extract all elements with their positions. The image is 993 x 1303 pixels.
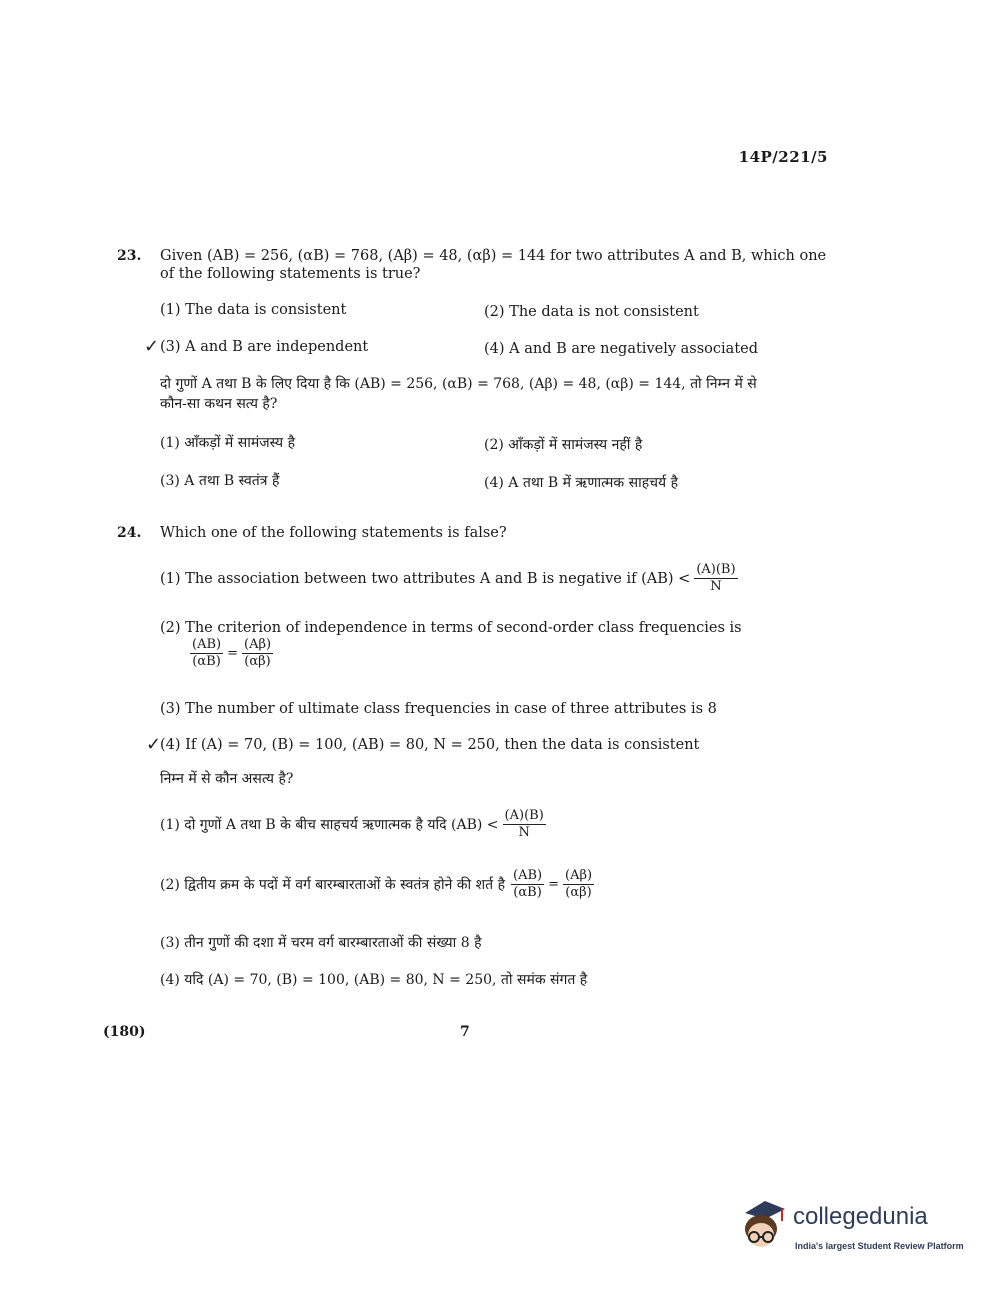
q24-option2-hi-row (160, 868, 594, 901)
q23-option4-hi: (4) A तथा B में ऋणात्मक साहचर्य है (484, 475, 679, 491)
fraction-2 (242, 637, 273, 670)
fraction-denominator: (αβ) (244, 654, 271, 669)
fraction-denominator: N (518, 825, 530, 840)
logo-tagline: India's largest Student Review Platform (795, 1241, 964, 1251)
q24-option3-hi: (3) तीन गुणों की दशा में चरम वर्ग बारम्बारताओं की संख्या 8 है (160, 935, 482, 951)
fraction-numerator: (Aβ) (244, 637, 272, 652)
fraction-2 (563, 868, 594, 901)
fraction-denominator: (αβ) (565, 885, 592, 900)
paper-code: 14P/221/5 (738, 148, 828, 166)
q24-stem-hi: निम्न में से कौन असत्य है? (160, 771, 294, 787)
fraction-1 (511, 868, 544, 901)
fraction-denominator: N (710, 579, 722, 594)
q23-option1-hi: (1) आँकड़ों में सामंजस्य है (160, 435, 296, 451)
fraction-numerator: (AB) (192, 637, 222, 652)
q24-option1-fraction (694, 562, 737, 595)
q23-stem-hi-line1: दो गुणों A तथा B के लिए दिया है कि (AB) = 256, (αB) = 768, (Aβ) = 48, (αβ) = 144, तो निम्न में से (160, 376, 757, 392)
q24-option2-en: (2) The criterion of independence in terms of second-order class frequencies is (160, 620, 742, 636)
q24-option1-hi: (1) दो गुणों A तथा B के बीच साहचर्य ऋणात्मक है यदि (AB) < (160, 817, 499, 833)
logo-wordmark: collegedunia (793, 1203, 928, 1230)
footer-code: (180) (103, 1024, 146, 1040)
question-23-number: 23. (117, 248, 142, 264)
q23-stem-en-line2: of the following statements is true? (160, 266, 421, 282)
fraction-numerator: (AB) (513, 868, 543, 883)
equals-sign: = (227, 646, 238, 661)
q24-option2-hi: (2) द्वितीय क्रम के पदों में वर्ग बारम्बारताओं के स्वतंत्र होने की शर्त है (160, 877, 505, 893)
fraction-numerator: (Aβ) (565, 868, 593, 883)
q23-option3-en: (3) A and B are independent (160, 339, 369, 355)
collegedunia-logo (735, 1195, 965, 1265)
q24-option3-en: (3) The number of ultimate class frequencies in case of three attributes is 8 (160, 701, 717, 717)
q24-option4-en: (4) If (A) = 70, (B) = 100, (AB) = 80, N = 250, then the data is consistent (160, 737, 700, 753)
q23-option2-hi: (2) आँकड़ों में सामंजस्य नहीं है (484, 437, 643, 453)
answer-tick-mark: ✓ (146, 734, 162, 755)
q23-option3-hi: (3) A तथा B स्वतंत्र हैं (160, 473, 280, 489)
q23-option1-en: (1) The data is consistent (160, 302, 347, 318)
q24-option1-en-row (160, 562, 738, 595)
page-number: 7 (460, 1024, 470, 1040)
q23-stem-en-line1: Given (AB) = 256, (αB) = 768, (Aβ) = 48, (αβ) = 144 for two attributes A and B, which one (160, 248, 827, 264)
fraction-1 (190, 637, 223, 670)
q23-option2-en: (2) The data is not consistent (484, 304, 699, 320)
answer-tick-mark: ✓ (144, 336, 160, 357)
q24-stem-en: Which one of the following statements is false? (160, 525, 507, 541)
q24-option1-hi-fraction (503, 808, 546, 841)
student-mascot-icon (735, 1195, 791, 1257)
q24-option4-hi: (4) यदि (A) = 70, (B) = 100, (AB) = 80, N = 250, तो समंक संगत है (160, 972, 588, 988)
fraction-numerator: (A)(B) (504, 808, 544, 823)
q23-stem-hi-line2: कौन-सा कथन सत्य है? (160, 396, 278, 412)
q24-option1-en: (1) The association between two attributes A and B is negative if (AB) < (160, 570, 691, 587)
equals-sign: = (548, 877, 559, 892)
fraction-numerator: (A)(B) (696, 562, 736, 577)
fraction-denominator: (αB) (192, 654, 221, 669)
question-24-number: 24. (117, 525, 142, 541)
q24-option1-hi-row (160, 808, 546, 841)
q24-option2-en-formula (190, 637, 273, 670)
q23-option4-en: (4) A and B are negatively associated (484, 341, 759, 357)
fraction-denominator: (αB) (513, 885, 542, 900)
